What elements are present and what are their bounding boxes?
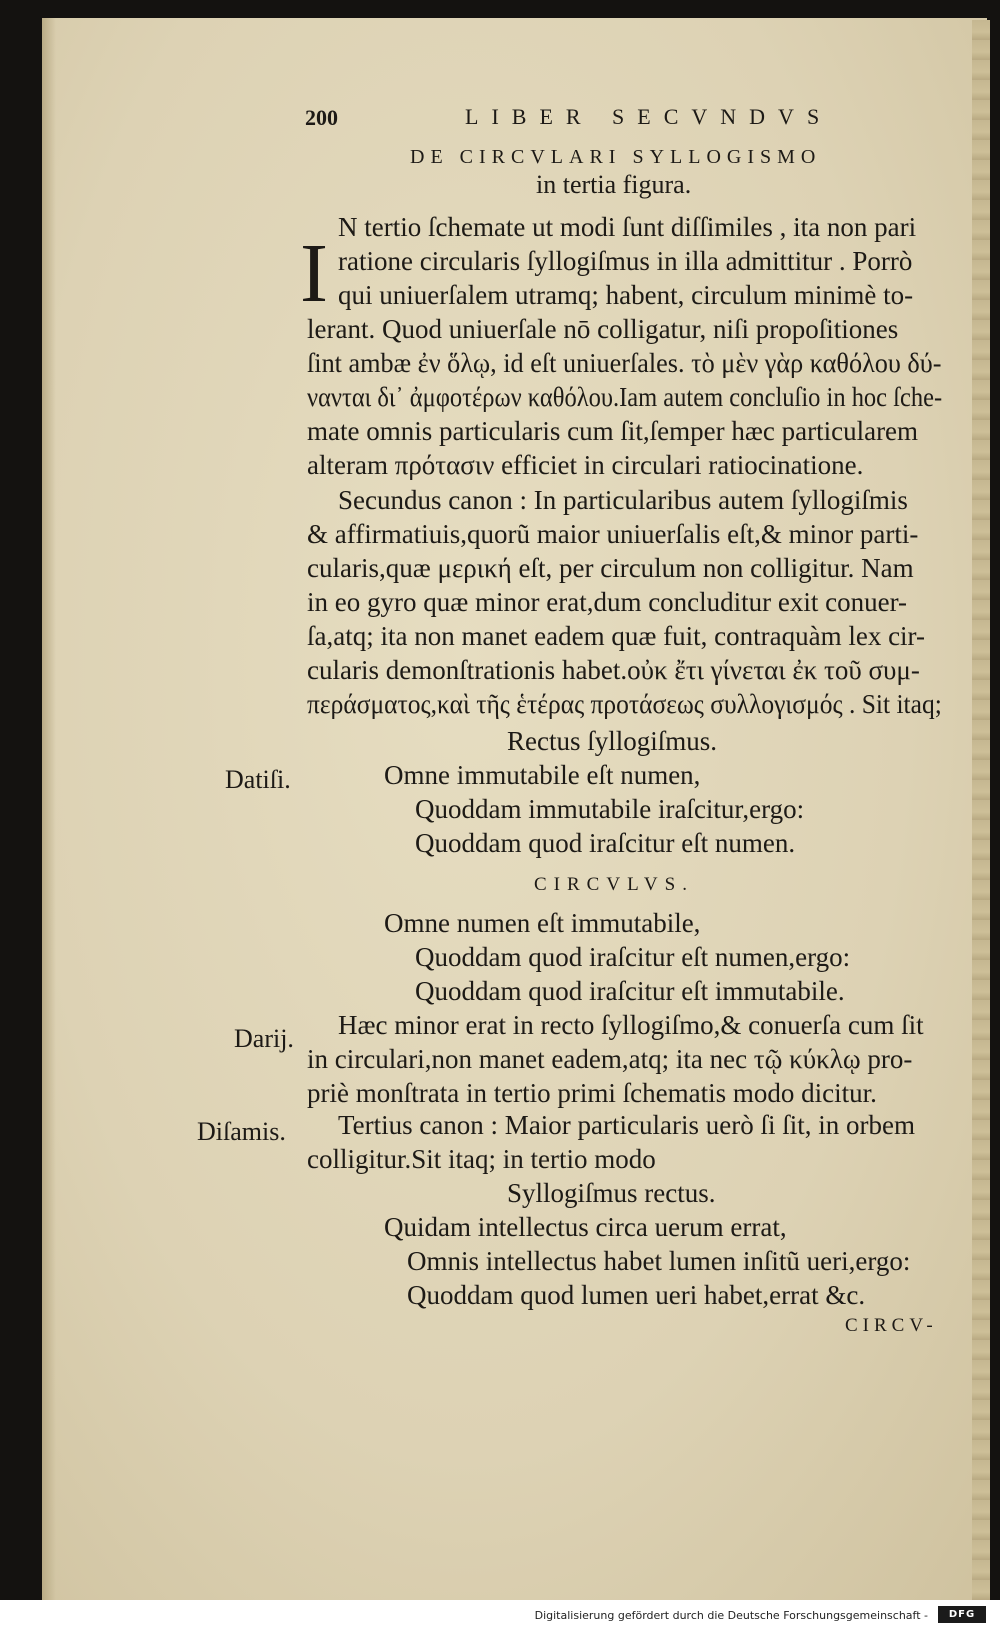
circulus-line: Quoddam quod iraſcitur eſt immutabile. [415,976,845,1006]
paragraph2-line: περάσματος,καὶ τῆς ἑτέρας προτάσεως συλλογισμός . Sit itaq; [307,689,942,719]
section-heading: DE CIRCVLARI SYLLOGISMO [410,146,822,168]
paragraph1-line: ratione circularis ſyllogiſmus in illa admittitur . Porrò [338,246,913,276]
page-number: 200 [305,105,338,130]
margin-note-disamis: Diſamis. [197,1117,286,1146]
dfg-logo: DFG [938,1606,986,1623]
paragraph3-line: priè monſtrata in tertio primi ſchematis modo dicitur. [307,1078,877,1108]
syllogism-line: Omne immutabile eſt numen, [384,760,701,790]
paragraph2-line: cularis demonſtrationis habet.οὐκ ἔτι γίνεται ἐκ τοῦ συμ- [307,655,920,685]
drop-cap: I [300,227,328,320]
paragraph1-line: N tertio ſchemate ut modi ſunt diſſimiles , ita non pari [338,212,917,242]
paragraph1-line: νανται δι᾽ ἀμφοτέρων καθόλου.Iam autem concluſio in hoc ſche- [307,382,943,412]
catchword: CIRCV- [845,1315,938,1336]
paragraph4-line: colligitur.Sit itaq; in tertio modo [307,1144,656,1174]
paragraph4-line: Tertius canon : Maior particularis uerò ſi ſit, in orbem [338,1110,915,1140]
margin-note-darij: Darij. [234,1024,294,1053]
paragraph1-line: alteram πρότασιν efficiet in circulari ratiocinatione. [307,450,864,480]
paragraph1-line: qui uniuerſalem utramq; habent, circulum minimè to- [338,280,914,310]
footer-credit: Digitalisierung gefördert durch die Deutsche Forschungsgemeinschaft - [534,1609,928,1622]
paragraph2-line: Secundus canon : In particularibus autem ſyllogiſmis [338,485,908,515]
example1-label: Rectus ſyllogiſmus. [507,726,718,756]
paragraph3-line: in circulari,non manet eadem,atq; ita nec τῷ κύκλῳ pro- [307,1044,913,1074]
paragraph2-line: & affirmatiuis,quorũ maior uniuerſalis eſt,& minor parti- [307,519,919,549]
paragraph3-line: Hæc minor erat in recto ſyllogiſmo,& conuerſa cum ſit [338,1010,924,1040]
margin-note-datisi: Datiſi. [225,765,291,794]
circulus-label: CIRCVLVS. [534,874,694,895]
circulus-line: Quoddam quod iraſcitur eſt numen,ergo: [415,942,851,972]
section-subheading: in tertia figura. [536,170,692,199]
paragraph1-line: mate omnis particularis cum ſit,ſemper hæc particularem [307,416,919,446]
page-edge-strip [972,20,990,1600]
syllogism-line: Quoddam immutabile iraſcitur,ergo: [415,794,805,824]
running-title: LIBER SECVNDVS [465,104,833,129]
paragraph2-line: in eo gyro quæ minor erat,dum concluditur exit conuer- [307,587,908,617]
paragraph1-line: ſint ambæ ἐν ὅλῳ, id eſt uniuerſales. τὸ μὲν γὰρ καθόλου δύ- [307,348,942,378]
syllogism-line: Omnis intellectus habet lumen inſitũ ueri,ergo: [407,1246,911,1276]
paragraph2-line: ſa,atq; ita non manet eadem quæ fuit, contraquàm lex cir- [307,621,925,651]
syllogism-line: Quoddam quod lumen ueri habet,errat &c. [407,1280,866,1310]
paragraph2-line: cularis,quæ μερική eſt, per circulum non colligitur. Nam [307,553,914,583]
syllogism-line: Quoddam quod iraſcitur eſt numen. [415,828,796,858]
syllogism-line: Quidam intellectus circa uerum errat, [384,1212,787,1242]
example2-label: Syllogiſmus rectus. [507,1178,716,1208]
paragraph1-line: lerant. Quod uniuerſale nō colligatur, niſi propoſitiones [307,314,899,344]
circulus-line: Omne numen eſt immutabile, [384,908,701,938]
page-gutter-shadow [42,18,56,1600]
